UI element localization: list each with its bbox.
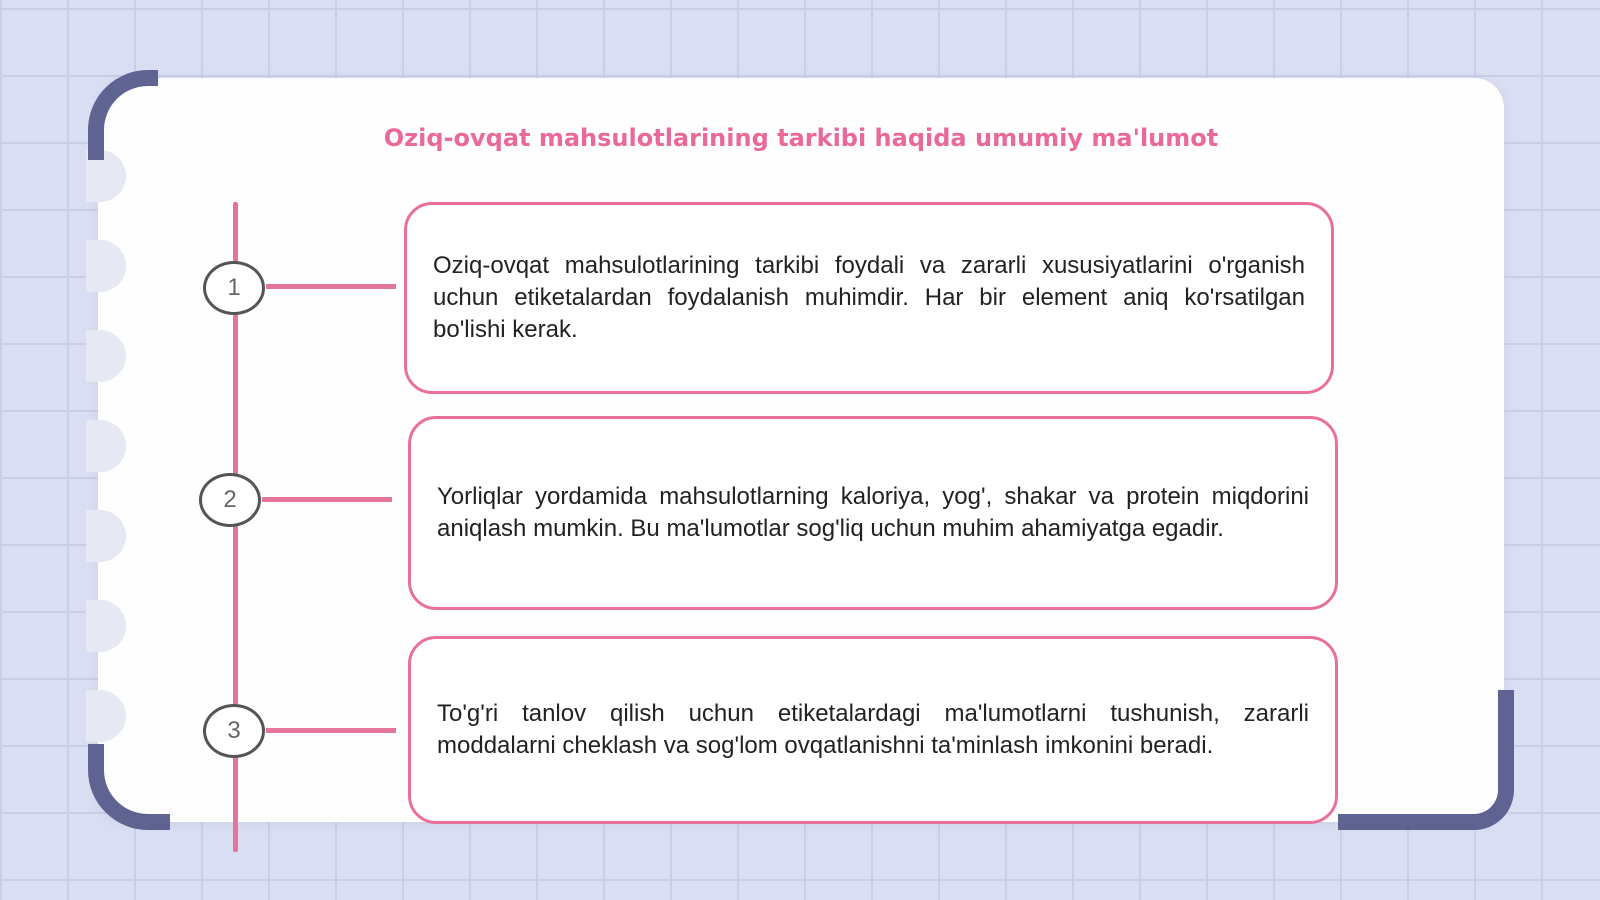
step-card-2 xyxy=(408,416,1338,610)
step-text-1: Oziq-ovqat mahsulotlarining tarkibi foydali va zararli xususiyatlarini o'rganish uchun etiketalardan foydalanish muhimdir. Har bir element aniq ko'rsatilgan bo'lishi kerak. xyxy=(433,252,1305,343)
timeline-connector-1 xyxy=(266,284,396,289)
step-text-3: To'g'ri tanlov qilish uchun etiketalardagi ma'lumotlarni tushunish, zararli moddalarni cheklash va sog'lom ovqatlanishni ta'minlash imkonini beradi. xyxy=(437,700,1309,759)
timeline-connector-3 xyxy=(266,728,396,733)
step-number-3: 3 xyxy=(203,704,265,758)
step-number-1: 1 xyxy=(203,261,265,315)
corner-bracket-bottom-right xyxy=(1338,690,1514,830)
step-number-2: 2 xyxy=(199,473,261,527)
step-card-3 xyxy=(408,636,1338,824)
timeline-connector-2 xyxy=(262,497,392,502)
slide-title: Oziq-ovqat mahsulotlarining tarkibi haqida umumiy ma'lumot xyxy=(383,124,1219,152)
corner-bracket-bottom-left xyxy=(88,744,170,830)
step-text-2: Yorliqlar yordamida mahsulotlarning kaloriya, yog', shakar va protein miqdorini aniqlash mumkin. Bu ma'lumotlar sog'liq uchun muhim ahamiyatga egadir. xyxy=(437,483,1309,542)
step-card-1 xyxy=(404,202,1334,394)
